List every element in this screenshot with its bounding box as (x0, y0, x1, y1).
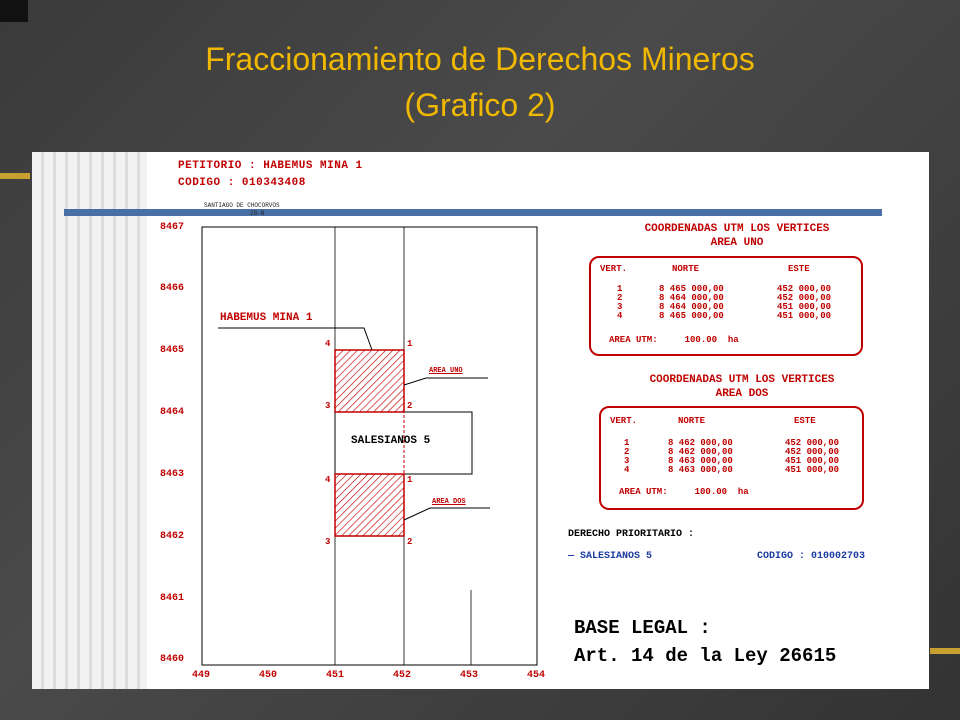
x-tick-450: 450 (259, 670, 278, 681)
area-dos-r1-vert: 1 (624, 438, 630, 448)
area-dos-head-norte: NORTE (678, 416, 706, 426)
area-dos-r4-norte: 8 463 000,00 (668, 465, 733, 475)
area-uno-utm: AREA UTM: 100.00 ha (609, 335, 739, 345)
area-uno-title-line2: AREA UNO (710, 237, 764, 249)
derecho-item: — SALESIANOS 5 (568, 551, 653, 562)
vertex-uno-1: 1 (407, 339, 413, 349)
x-tick-453: 453 (460, 670, 479, 681)
area-uno-r1-este: 452 000,00 (777, 284, 832, 294)
area-uno-head-vert: VERT. (600, 264, 628, 274)
y-tick-8466: 8466 (160, 283, 185, 294)
area-uno-r1-norte: 8 465 000,00 (659, 284, 724, 294)
area-dos-leader (404, 508, 490, 520)
area-dos-map-label: AREA DOS (432, 498, 466, 506)
x-tick-454: 454 (527, 670, 546, 681)
area-uno-head-este: ESTE (788, 264, 810, 274)
sheet-code: 28-N (250, 210, 265, 217)
y-tick-8461: 8461 (160, 593, 185, 604)
area-uno-r3-este: 451 000,00 (777, 302, 832, 312)
x-tick-452: 452 (393, 670, 412, 681)
y-tick-8467: 8467 (160, 222, 185, 233)
sheet-name: SANTIAGO DE CHOCORVOS (204, 202, 280, 209)
area-uno-r2-vert: 2 (617, 293, 623, 303)
area-uno-r3-norte: 8 464 000,00 (659, 302, 724, 312)
vertex-uno-4: 4 (325, 339, 331, 349)
area-dos-r1-norte: 8 462 000,00 (668, 438, 733, 448)
base-legal-article: Art. 14 de la Ley 26615 (574, 645, 837, 667)
area-dos-polygon (335, 474, 404, 536)
area-uno-r3-vert: 3 (617, 302, 623, 312)
area-uno-r2-norte: 8 464 000,00 (659, 293, 724, 303)
slide-title (0, 36, 960, 128)
vertex-dos-3: 3 (325, 537, 331, 547)
area-dos-head-este: ESTE (794, 416, 816, 426)
y-tick-8462: 8462 (160, 531, 185, 542)
vertex-dos-4: 4 (325, 475, 331, 485)
derecho-title: DERECHO PRIORITARIO : (568, 529, 695, 540)
petitorio-label: PETITORIO : HABEMUS MINA 1 (178, 160, 363, 172)
area-uno-title (592, 222, 882, 250)
map-figure (32, 152, 929, 689)
area-uno-map-label: AREA UNO (429, 367, 463, 375)
area-uno-title-line1: COORDENADAS UTM LOS VERTICES (644, 223, 830, 235)
vertex-uno-3: 3 (325, 401, 331, 411)
slide-title-line2: (Grafico 2) (404, 87, 556, 123)
area-uno-r4-este: 451 000,00 (777, 311, 832, 321)
base-legal-title: BASE LEGAL : (574, 617, 711, 639)
area-uno-r4-norte: 8 465 000,00 (659, 311, 724, 321)
habemus-leader (218, 328, 372, 350)
area-dos-title (597, 373, 887, 401)
corner-block (0, 0, 28, 22)
x-tick-449: 449 (192, 670, 211, 681)
area-dos-r2-norte: 8 462 000,00 (668, 447, 733, 457)
area-dos-head-vert: VERT. (610, 416, 638, 426)
left-edge-mark (0, 173, 30, 179)
y-tick-8464: 8464 (160, 407, 185, 418)
x-tick-451: 451 (326, 670, 345, 681)
right-edge-mark (930, 648, 960, 654)
area-dos-title-line2: AREA DOS (715, 388, 769, 400)
area-dos-r3-este: 451 000,00 (785, 456, 840, 466)
habemus-mina-label: HABEMUS MINA 1 (220, 312, 313, 324)
area-uno-r1-vert: 1 (617, 284, 623, 294)
vertex-dos-2: 2 (407, 537, 413, 547)
area-dos-r2-este: 452 000,00 (785, 447, 840, 457)
vertex-dos-1: 1 (407, 475, 413, 485)
area-dos-r3-norte: 8 463 000,00 (668, 456, 733, 466)
y-tick-8460: 8460 (160, 654, 185, 665)
area-dos-utm: AREA UTM: 100.00 ha (619, 487, 749, 497)
area-dos-r4-vert: 4 (624, 465, 630, 475)
area-dos-r4-este: 451 000,00 (785, 465, 840, 475)
y-tick-8463: 8463 (160, 469, 185, 480)
vertex-uno-2: 2 (407, 401, 413, 411)
salesianos-map-label: SALESIANOS 5 (351, 435, 431, 447)
area-dos-r2-vert: 2 (624, 447, 630, 457)
area-uno-head-norte: NORTE (672, 264, 700, 274)
area-uno-leader (404, 378, 488, 385)
codigo-label: CODIGO : 010343408 (178, 177, 306, 189)
slide-title-line1: Fraccionamiento de Derechos Mineros (205, 41, 755, 77)
derecho-codigo: CODIGO : 010002703 (757, 551, 866, 562)
area-dos-r3-vert: 3 (624, 456, 630, 466)
area-dos-r1-este: 452 000,00 (785, 438, 840, 448)
area-uno-r2-este: 452 000,00 (777, 293, 832, 303)
area-uno-polygon (335, 350, 404, 412)
area-uno-r4-vert: 4 (617, 311, 623, 321)
y-tick-8465: 8465 (160, 345, 185, 356)
area-dos-title-line1: COORDENADAS UTM LOS VERTICES (649, 374, 835, 386)
